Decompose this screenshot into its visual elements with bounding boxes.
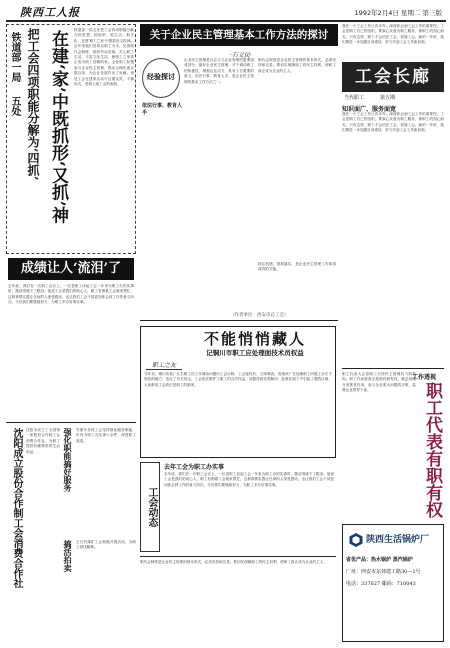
center-lower-body: 去年底，我们在一次职工会议上，一位老职工谈起工会一年来为职工办的实事时，激动得流下了眼泪。他说工会是我们的贴心人，职工有困难工会就来帮忙。这种真情实感让在场的人深受感动，也让我们工会干部更加体会到工作的意义所在。今后我们要继续努力，为职工多办好事实事。	[164, 472, 334, 487]
left-bottom-col-1: 沈阳成立股份合作制工会消费合作社	[11, 428, 22, 588]
center-author: ·石义民·	[230, 52, 252, 59]
right-subhead: 知识面广、服务面宽	[342, 106, 397, 113]
feature-title: 工会长廊	[355, 67, 431, 87]
ad-line-1: 省优产品：热水锅炉 蒸汽锅炉	[346, 557, 413, 563]
ad-brand: 陕西生活锅炉厂	[366, 535, 430, 545]
side-title-unit: 铁道部一局	[9, 32, 20, 82]
center-subhead: 依法行事、教育人手	[142, 103, 182, 116]
paper-name: 陕西工人报	[20, 6, 80, 19]
masthead-rule	[6, 20, 446, 22]
hexagon-logo-icon	[348, 532, 364, 548]
side-title-sub: 五处	[9, 96, 20, 116]
center-footer-note: （作者单位：西安市总工会）	[230, 313, 289, 318]
center-rule	[140, 320, 338, 321]
center-bottom-body: 今年初，铜川市某厂几名职工因工作调动问题向工会反映。工会接待后，立即调查，发现该厂在处理职工问题上存在不规范的地方，违反了有关规定。工会依法维护了职工的合法权益，问题得到妥善解决。此事在职工中引起了强烈反响，大家都说工会真正是职工的娘家。	[144, 372, 332, 387]
left-bottom-body-3: 王石凹煤矿工会积极开展活动，为职工排忧解难。	[76, 540, 136, 550]
masthead	[6, 4, 446, 20]
center-body-3: 抓住机遇、狠抓落实，是企业民主管理工作取得成效的关键。	[258, 262, 336, 272]
right-top-body-1: 我在一个工会工作已有多年，深深体会到工会工作的重要性。工会是职工自己的组织，要真心实意为职工服务，做职工的知心朋友。只有这样，职工才会信任工会，依靠工会。新的一年里，我们要进一步加强自身建设，努力开创工会工作新局面。	[342, 24, 444, 45]
center-bottom-headline: 不能悄悄藏人	[203, 330, 306, 348]
left-bottom-col-3: 搞活拍卖	[63, 540, 73, 572]
ad-logo	[348, 532, 364, 548]
center-body-1: 企业民主管理是社会主义企业管理的重要组成部分。搞好企业民主管理，对于调动职工的积极性，增强企业活力，具有十分重要的意义。依法行事、教育人手，是企业民主管理的基本工作方法之一。	[184, 58, 254, 84]
left-mid-headline-box	[8, 258, 134, 280]
center-headline: 关于企业民主管理基本工作方法的探讨	[149, 29, 329, 41]
center-headline-box	[140, 24, 338, 46]
left-bottom-body-2: 安康车务段工会坚持强化服务职能，年内为职工办实事十余件，深受职工欢迎。	[76, 428, 136, 443]
left-mid-body: 去年底，我们在一次职工会议上，一位老职工谈起工会一年来为职工办的实事时，激动得流下了眼泪。他说工会是我们的贴心人，职工有困难工会就来帮忙。这种真情实感让在场的人深受感动，也让我们工会干部更加体会到工作的意义所在。今后我们要继续努力，为职工多办好事实事。	[8, 284, 134, 305]
right-bottom-body: 职工代表大会是职工行使民主管理权力的机构。职工代表要真正做到有职有权，就必须充分发挥其作用，参与企业重大问题的决策，监督企业领导干部。	[342, 372, 416, 393]
left-bottom-col-2: 强化职能搞好服务	[63, 428, 73, 492]
left-bottom-box-title	[140, 462, 160, 552]
center-bottom-subheadline: 记铜川市职工应处理面技术员权益	[206, 349, 304, 357]
left-headline: 把工会四项职能分解为‘四抓’	[26, 28, 40, 181]
box-sub: 去年工会为职工办实事	[164, 464, 225, 471]
left-top-body: 铁道部一局五处把工会四项职能分解为抓思想、抓组织、抓生活、抓文化，在建‘职工之家’中既抓形又抓神。近年来他们坚持以职工为本，完善职代会制度，组织劳动竞赛，关心职工生活，丰富文化生活，使职工之家真正成为职工信赖的家。全处职工积极参与企业民主管理，提出合理化建议数百条，为企业发展作出了贡献。该处工会在建家活动中注重实效，不搞形式，受到上级工会的表彰。	[74, 28, 134, 87]
ad-line-3: 电话：337027 邮码：710043	[346, 581, 416, 587]
left-mid-rule	[6, 422, 136, 423]
left-bottom-body-1: 沈阳市成立了全国第一家股份合作制工会消费合作社，为职工提供价廉物美的生活用品。	[26, 428, 60, 454]
feature-sub-1: 当代职工	[344, 95, 365, 101]
center-lower-rule	[140, 556, 336, 557]
date-line: 1992年2月4日 星期二 第三版	[354, 9, 442, 17]
left-mid-headline: 成绩让人‘流泪’了	[20, 261, 122, 276]
box-title: 工会动态	[146, 487, 157, 527]
ad-line-2: 厂址：西安市东郊建工路30—1号	[346, 569, 421, 575]
experience-tag	[142, 58, 180, 98]
feature-banner	[342, 62, 444, 92]
right-kicker: 工作透视	[412, 374, 437, 381]
right-vertical-headline: 职工代表有职有权	[422, 382, 442, 518]
center-body-2: 职代会制度是企业民主管理的基本形式，必须坚持和完善。要切实保障职工的民主权利，使职工真正成为企业的主人。	[258, 58, 336, 73]
experience-tag-label: 经验探讨	[147, 72, 175, 81]
center-lower-body-2: 职代会制度是企业民主管理的基本形式，必须坚持和完善。要切实保障职工的民主权利，使职工真正成为企业的主人。	[140, 560, 327, 564]
center-bottom-author-tag: 职工之友	[146, 360, 182, 370]
right-rule	[342, 368, 444, 369]
left-subheadline: 在建‘家’中既抓形‘又抓’神	[48, 30, 68, 224]
feature-sub-2: 第五期	[380, 95, 396, 101]
right-top-body-2: 我在一个工会工作已有多年，深深体会到工会工作的重要性。工会是职工自己的组织，要真心实意为职工服务，做职工的知心朋友。只有这样，职工才会信任工会，依靠工会。新的一年里，我们要进一步加强自身建设，努力开创工会工作新局面。	[342, 112, 444, 133]
